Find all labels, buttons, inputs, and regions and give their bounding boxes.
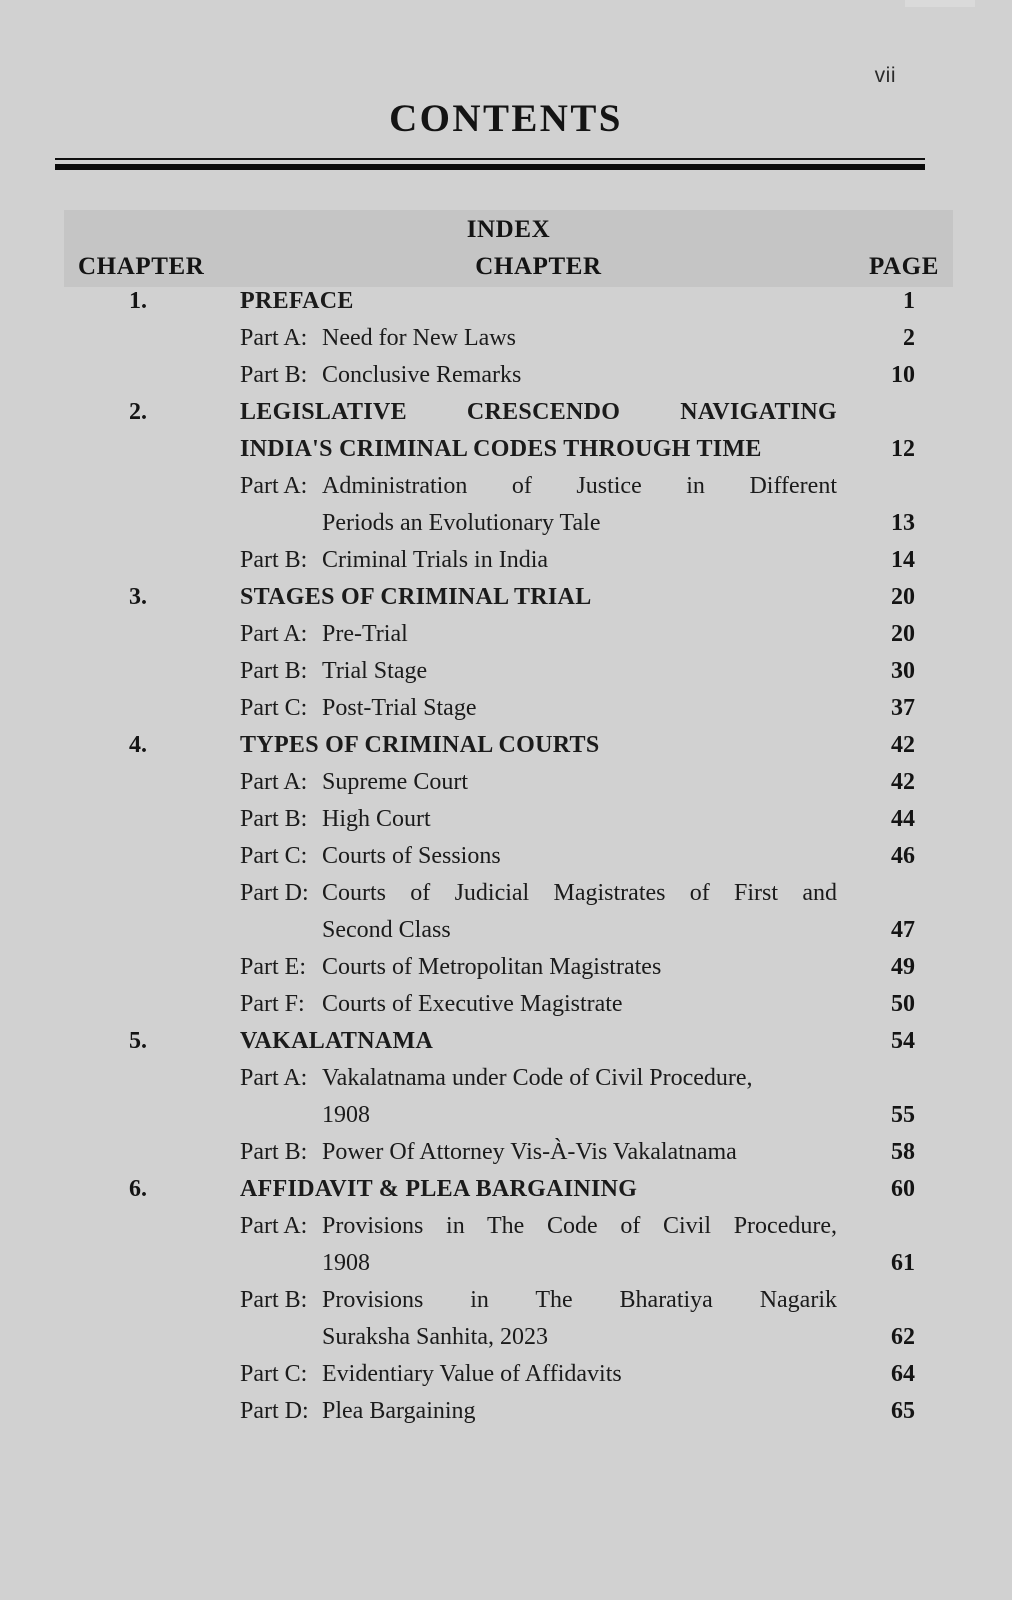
chapter-title: LEGISLATIVE CRESCENDO NAVIGATING (240, 399, 837, 425)
part-key: Part A: (240, 621, 308, 647)
part-key: Part A: (240, 325, 308, 351)
toc-row[interactable] (0, 695, 1012, 732)
toc-row[interactable] (0, 325, 1012, 362)
toc-row[interactable] (0, 1213, 1012, 1250)
toc-row[interactable] (0, 769, 1012, 806)
part-title: Need for New Laws (322, 325, 516, 351)
page-number: 1 (903, 288, 915, 314)
page-number: 58 (891, 1139, 915, 1165)
part-key: Part B: (240, 658, 308, 684)
page-number: 60 (891, 1176, 915, 1202)
page-title: CONTENTS (389, 97, 623, 140)
part-key: Part A: (240, 1065, 308, 1091)
part-title: Courts of Sessions (322, 843, 501, 869)
page-number: 61 (891, 1250, 915, 1276)
part-key: Part A: (240, 473, 308, 499)
toc-row[interactable] (0, 621, 1012, 658)
part-key: Part F: (240, 991, 305, 1017)
index-label: INDEX (466, 216, 551, 243)
page-number: 13 (891, 510, 915, 536)
page-number: 30 (891, 658, 915, 684)
page-number: 62 (891, 1324, 915, 1350)
part-title-continuation: 1908 (322, 1102, 370, 1128)
page-number: 44 (891, 806, 915, 832)
toc-row[interactable] (0, 806, 1012, 843)
chapter-title: TYPES OF CRIMINAL COURTS (240, 732, 600, 758)
part-key: Part A: (240, 769, 308, 795)
page-number: 46 (891, 843, 915, 869)
part-key: Part B: (240, 806, 308, 832)
toc-row[interactable] (0, 732, 1012, 769)
part-title-continuation: Second Class (322, 917, 451, 943)
column-header-page: PAGE (869, 253, 939, 280)
chapter-title: VAKALATNAMA (240, 1028, 434, 1054)
part-key: Part A: (240, 1213, 308, 1239)
part-key: Part D: (240, 1398, 309, 1424)
toc-row[interactable] (0, 399, 1012, 436)
toc-row[interactable] (0, 1324, 1012, 1361)
part-key: Part D: (240, 880, 309, 906)
part-key: Part B: (240, 362, 308, 388)
part-title: Vakalatnama under Code of Civil Procedure, (322, 1065, 753, 1091)
page-number: 42 (891, 732, 915, 758)
part-title-continuation: 1908 (322, 1250, 370, 1276)
page-number: 10 (891, 362, 915, 388)
part-title: High Court (322, 806, 431, 832)
part-title: Power Of Attorney Vis-À-Vis Vakalatnama (322, 1139, 737, 1165)
part-title: Supreme Court (322, 769, 468, 795)
page-number: 20 (891, 621, 915, 647)
page-number: 12 (891, 436, 915, 462)
page-number: 65 (891, 1398, 915, 1424)
table-header-row (64, 253, 953, 285)
part-title: Evidentiary Value of Affidavits (322, 1361, 622, 1387)
toc-row[interactable] (0, 1398, 1012, 1435)
chapter-title: PREFACE (240, 288, 354, 314)
chapter-title: AFFIDAVIT & PLEA BARGAINING (240, 1176, 638, 1202)
chapter-number: 6. (129, 1176, 147, 1202)
part-key: Part B: (240, 1287, 308, 1313)
page-number: 47 (891, 917, 915, 943)
chapter-number: 2. (129, 399, 147, 425)
toc-row[interactable] (0, 1361, 1012, 1398)
rule-thick (55, 164, 925, 170)
chapter-number: 4. (129, 732, 147, 758)
scan-artifact (905, 0, 975, 7)
page-number: 50 (891, 991, 915, 1017)
chapter-title: INDIA'S CRIMINAL CODES THROUGH TIME (240, 436, 762, 462)
chapter-number: 3. (129, 584, 147, 610)
part-title: Conclusive Remarks (322, 362, 522, 388)
page-number: 2 (903, 325, 915, 351)
page-number: 37 (891, 695, 915, 721)
toc-row[interactable] (0, 1287, 1012, 1324)
chapter-number: 1. (129, 288, 147, 314)
part-key: Part C: (240, 843, 308, 869)
chapter-number: 5. (129, 1028, 147, 1054)
part-key: Part E: (240, 954, 306, 980)
part-title: Pre-Trial (322, 621, 408, 647)
column-header-chapter-title: CHAPTER (475, 253, 602, 280)
toc-row[interactable] (0, 880, 1012, 917)
toc-row[interactable] (0, 1065, 1012, 1102)
toc-row[interactable] (0, 917, 1012, 954)
toc-row[interactable] (0, 954, 1012, 991)
toc-row[interactable] (0, 1176, 1012, 1213)
toc-row[interactable] (0, 1139, 1012, 1176)
part-title: Administration of Justice in Different (322, 473, 837, 499)
part-title: Courts of Judicial Magistrates of First and (322, 880, 837, 906)
part-title: Provisions in The Code of Civil Procedure, (322, 1213, 837, 1239)
toc-row[interactable] (0, 1102, 1012, 1139)
page-number: 64 (891, 1361, 915, 1387)
toc-row[interactable] (0, 1250, 1012, 1287)
part-key: Part C: (240, 1361, 308, 1387)
toc-row[interactable] (0, 991, 1012, 1028)
part-title: Courts of Executive Magistrate (322, 991, 623, 1017)
part-title-continuation: Suraksha Sanhita, 2023 (322, 1324, 548, 1350)
page-number: 49 (891, 954, 915, 980)
toc-row[interactable] (0, 658, 1012, 695)
page-number: 54 (891, 1028, 915, 1054)
folio-page-number: vii (874, 64, 896, 87)
toc-row[interactable] (0, 288, 1012, 325)
part-title: Trial Stage (322, 658, 428, 684)
part-title: Post-Trial Stage (322, 695, 477, 721)
toc-row[interactable] (0, 843, 1012, 880)
part-title: Courts of Metropolitan Magistrates (322, 954, 662, 980)
column-header-chapter-number: CHAPTER (78, 253, 205, 280)
part-title: Criminal Trials in India (322, 547, 549, 573)
toc-row[interactable] (0, 510, 1012, 547)
toc-row[interactable] (0, 547, 1012, 584)
part-title: Plea Bargaining (322, 1398, 476, 1424)
toc-row[interactable] (0, 1028, 1012, 1065)
part-key: Part C: (240, 695, 308, 721)
part-key: Part B: (240, 1139, 308, 1165)
page-number: 14 (891, 547, 915, 573)
table-of-contents-list (0, 288, 1012, 1435)
toc-row[interactable] (0, 584, 1012, 621)
toc-row[interactable] (0, 473, 1012, 510)
part-key: Part B: (240, 547, 308, 573)
toc-row[interactable] (0, 362, 1012, 399)
header-double-rule (55, 158, 925, 170)
page-number: 42 (891, 769, 915, 795)
page-number: 55 (891, 1102, 915, 1128)
part-title-continuation: Periods an Evolutionary Tale (322, 510, 601, 536)
toc-row[interactable] (0, 436, 1012, 473)
page-number: 20 (891, 584, 915, 610)
part-title: Provisions in The Bharatiya Nagarik (322, 1287, 837, 1313)
chapter-title: STAGES OF CRIMINAL TRIAL (240, 584, 592, 610)
